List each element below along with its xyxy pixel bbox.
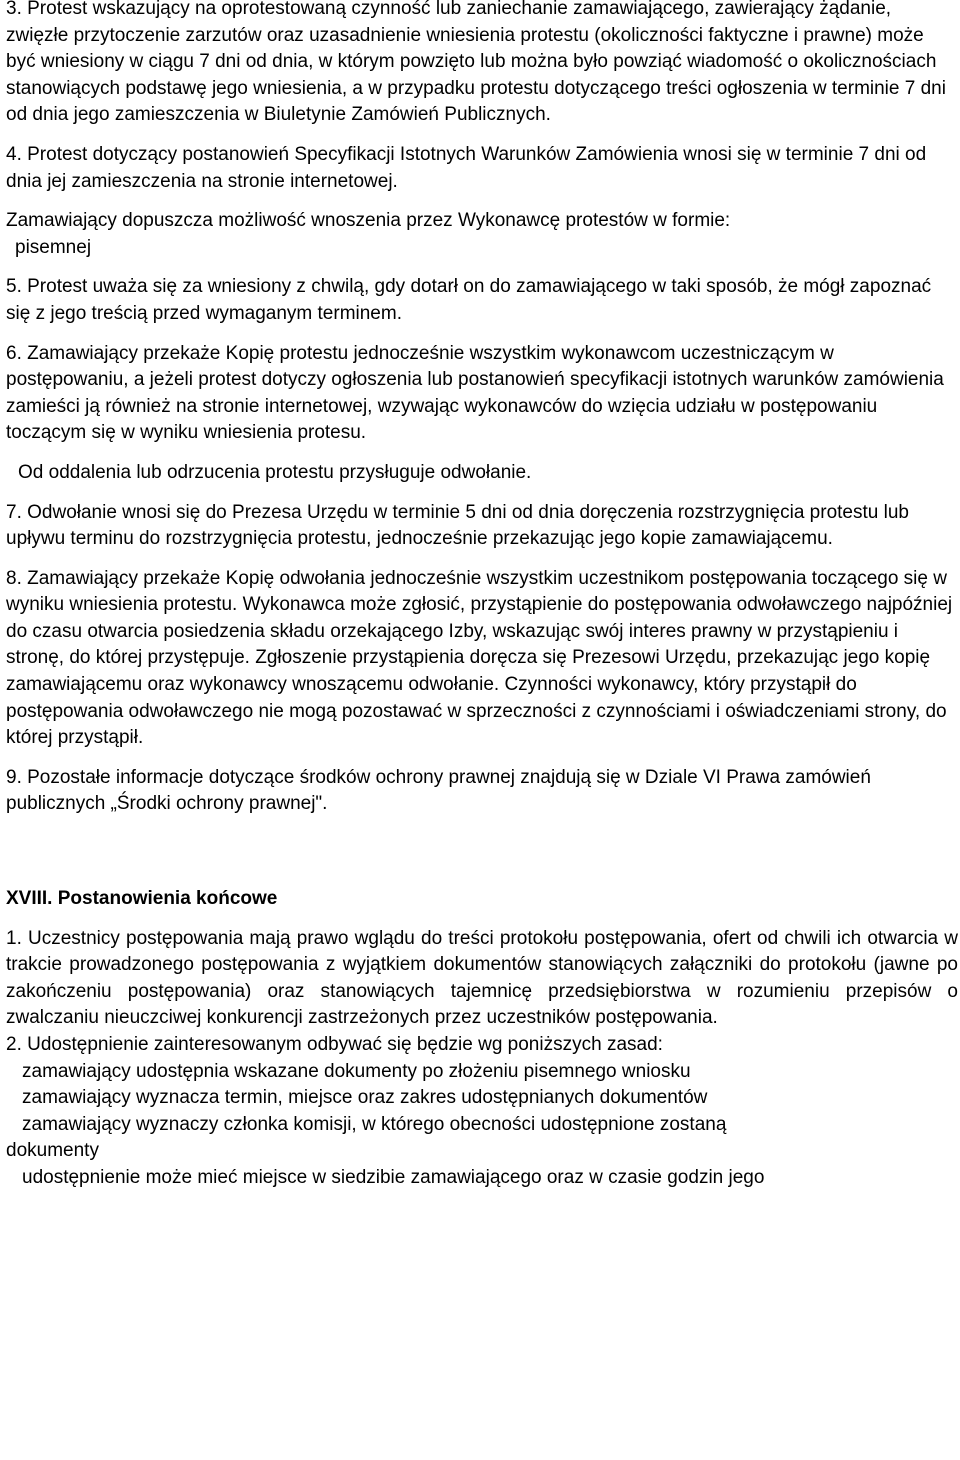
paragraph-9: 9. Pozostałe informacje dotyczące środków ochrony prawnej znajdują się w Dziale VI Prawa zamówień publicznych „Środki ochrony prawnej". xyxy=(6,766,871,815)
paragraph-7: 7. Odwołanie wnosi się do Prezesa Urzędu w terminie 5 dni od dnia doręczenia rozstrzygnięcia protestu lub upływu terminu do rozstrzygnięcia protestu, jednocześnie przekazując jego kopie zamawiającemu. xyxy=(6,501,909,550)
paragraph-6: 6. Zamawiający przekaże Kopię protestu jednocześnie wszystkim wykonawcom uczestniczącym w postępowaniu, a jeżeli protest dotyczy ogłoszenia lub postanowień specyfikacji istotnych warunków zamówienia zamieści ją również na stronie internetowej, wzywając wykonawców do wzięcia udziału w postępowaniu toczącym się w wyniku wniesienia protesu. xyxy=(6,342,944,444)
document-page xyxy=(6,0,958,1192)
rule-item: zamawiający wyznaczy członka komisji, w którego obecności udostępnione zostaną xyxy=(22,1113,727,1135)
rule-item-continuation: dokumenty xyxy=(6,1140,99,1162)
forms-value: pisemnej xyxy=(15,236,92,258)
paragraph-3: 3. Protest wskazujący na oprotestowaną czynność lub zaniechanie zamawiającego, zawierający żądanie, zwięzłe przytoczenie zarzutów oraz uzasadnienie wniesienia protestu (okoliczności faktyczne i prawne) może być wniesiony w ciągu 7 dni od dnia, w którym powzięto lub można było powziąć wiadomość o okolicznościach stanowiących podstawę jego wniesienia, a w przypadku protestu dotyczącego treści ogłoszenia w terminie 7 dni od dnia jego zamieszczenia w Biuletynie Zamówień Publicznych. xyxy=(6,0,946,126)
appeal-note: Od oddalenia lub odrzucenia protestu przysługuje odwołanie. xyxy=(18,461,532,483)
paragraph-5: 5. Protest uważa się za wniesiony z chwilą, gdy dotarł on do zamawiającego w taki sposób, że mógł zapoznać się z jego treścią przed wymaganym terminem. xyxy=(6,276,932,324)
paragraph-4: 4. Protest dotyczący postanowień Specyfikacji Istotnych Warunków Zamówienia wnosi się w terminie 7 dni od dnia jej zamieszczenia na stronie internetowej. xyxy=(6,143,927,192)
rule-item: udostępnienie może mieć miejsce w siedzibie zamawiającego oraz w czasie godzin jego xyxy=(22,1166,765,1188)
final-paragraph-1: 1. Uczestnicy postępowania mają prawo wglądu do treści protokołu postępowania, ofert od chwili ich otwarcia w trakcie prowadzonego postępowania z wyjątkiem dokumentów stanowiących załączniki do protokołu (jawne po zakończeniu postępowania) oraz stanowiących tajemnicę przedsiębiorstwa w rozumieniu przepisów o zwalczaniu nieuczciwej konkurencji zastrzeżonych przez uczestników postępowania. xyxy=(6,927,958,1029)
rule-item: zamawiający wyznacza termin, miejsce oraz zakres udostępnianych dokumentów xyxy=(22,1087,708,1109)
forms-intro: Zamawiający dopuszcza możliwość wnoszenia przez Wykonawcę protestów w formie: xyxy=(6,210,731,232)
paragraph-8: 8. Zamawiający przekaże Kopię odwołania jednocześnie wszystkim uczestnikom postępowania toczącego się w wyniku wniesienia protestu. Wykonawca może zgłosić, przystąpienie do postępowania odwoławczego najpóźniej do czasu otwarcia posiedzenia składu orzekającego Izby, wskazując swój interes prawny w przystąpieniu i stronę, do której przystępuje. Zgłoszenie przystąpienia doręcza się Prezesowi Urzędu, przekazując jego kopię zamawiającemu oraz wykonawcy wnoszącemu odwołanie. Czynności wykonawcy, który przystąpił do postępowania odwoławczego nie mogą pozostawać w sprzeczności z czynnościami i oświadczeniami strony, do której przystąpił. xyxy=(6,567,953,749)
section-heading: XVIII. Postanowienia końcowe xyxy=(6,888,278,910)
final-paragraph-2: 2. Udostępnienie zainteresowanym odbywać się będzie wg poniższych zasad: xyxy=(6,1034,663,1055)
rule-item: zamawiający udostępnia wskazane dokumenty po złożeniu pisemnego wniosku xyxy=(22,1060,691,1082)
